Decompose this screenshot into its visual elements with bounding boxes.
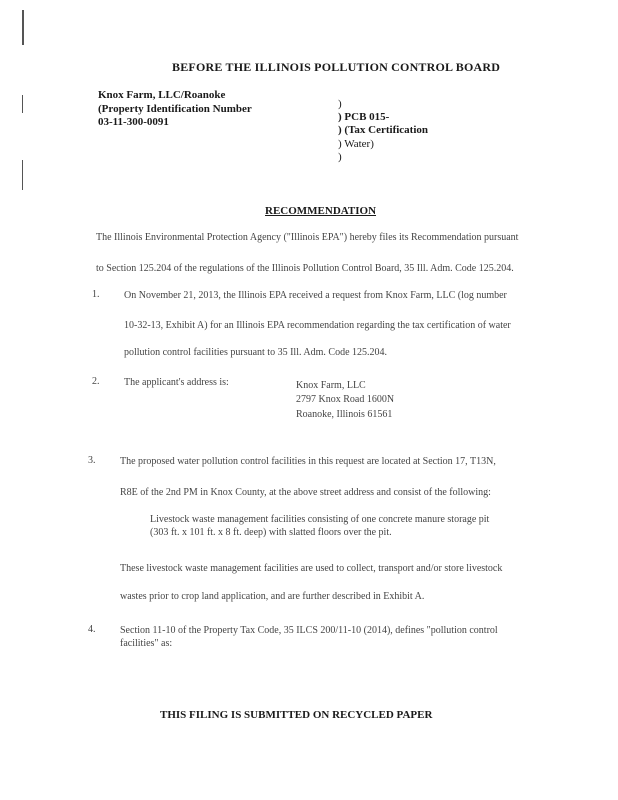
caption-paren: ) [338, 98, 342, 110]
recommendation-heading: RECOMMENDATION [265, 205, 377, 217]
item-number: 4. [88, 624, 96, 635]
item-line: These livestock waste management facilities are used to collect, transport and/or store livestock [120, 563, 503, 574]
caption-petitioner: Knox Farm, LLC/Roanoke [98, 89, 226, 101]
item-line: Section 11-10 of the Property Tax Code, 35 ILCS 200/11-10 (2014), defines "pollution control [120, 625, 498, 636]
address-line: Roanoke, Illinois 61561 [296, 409, 393, 420]
item-line: facilities" as: [120, 638, 173, 649]
intro-line: to Section 125.204 of the regulations of the Illinois Pollution Control Board, 35 Ill. Adm. Code 125.204. [96, 263, 514, 274]
indented-line: Livestock waste management facilities consisting of one concrete manure storage pit [150, 514, 490, 525]
item-number: 1. [92, 289, 100, 300]
board-title: BEFORE THE ILLINOIS POLLUTION CONTROL BOARD [172, 60, 501, 74]
scan-edge-mark [22, 160, 23, 190]
intro-line: The Illinois Environmental Protection Agency ("Illinois EPA") hereby files its Recommendation pursuant [96, 232, 519, 243]
address-line: 2797 Knox Road 1600N [296, 394, 395, 405]
caption-paren: ) [338, 151, 342, 163]
item-number: 2. [92, 376, 100, 387]
recycled-paper-notice: THIS FILING IS SUBMITTED ON RECYCLED PAPER [160, 709, 433, 721]
item-line: R8E of the 2nd PM in Knox County, at the above street address and consist of the following: [120, 487, 491, 498]
scan-edge-mark [22, 10, 24, 45]
caption-pin-number: 03-11-300-0091 [98, 116, 169, 128]
item-line: 10-32-13, Exhibit A) for an Illinois EPA recommendation regarding the tax certification of water [124, 320, 511, 331]
item-number: 3. [88, 455, 96, 466]
item-line: The proposed water pollution control facilities in this request are located at Section 17, T13N, [120, 456, 496, 467]
address-line: Knox Farm, LLC [296, 380, 366, 391]
indented-line: (303 ft. x 101 ft. x 8 ft. deep) with slatted floors over the pit. [150, 527, 392, 538]
item-line: wastes prior to crop land application, and are further described in Exhibit A. [120, 591, 425, 602]
item-line: On November 21, 2013, the Illinois EPA received a request from Knox Farm, LLC (log number [124, 290, 507, 301]
caption-case-type-cont: ) Water) [338, 138, 374, 150]
scan-edge-mark [22, 95, 23, 113]
item-line: pollution control facilities pursuant to 35 Ill. Adm. Code 125.204. [124, 347, 388, 358]
caption-case-number: ) PCB 015- [338, 111, 390, 123]
caption-case-type: ) (Tax Certification [338, 124, 429, 136]
caption-pin-label: (Property Identification Number [98, 103, 252, 115]
item-lead: The applicant's address is: [124, 377, 229, 388]
